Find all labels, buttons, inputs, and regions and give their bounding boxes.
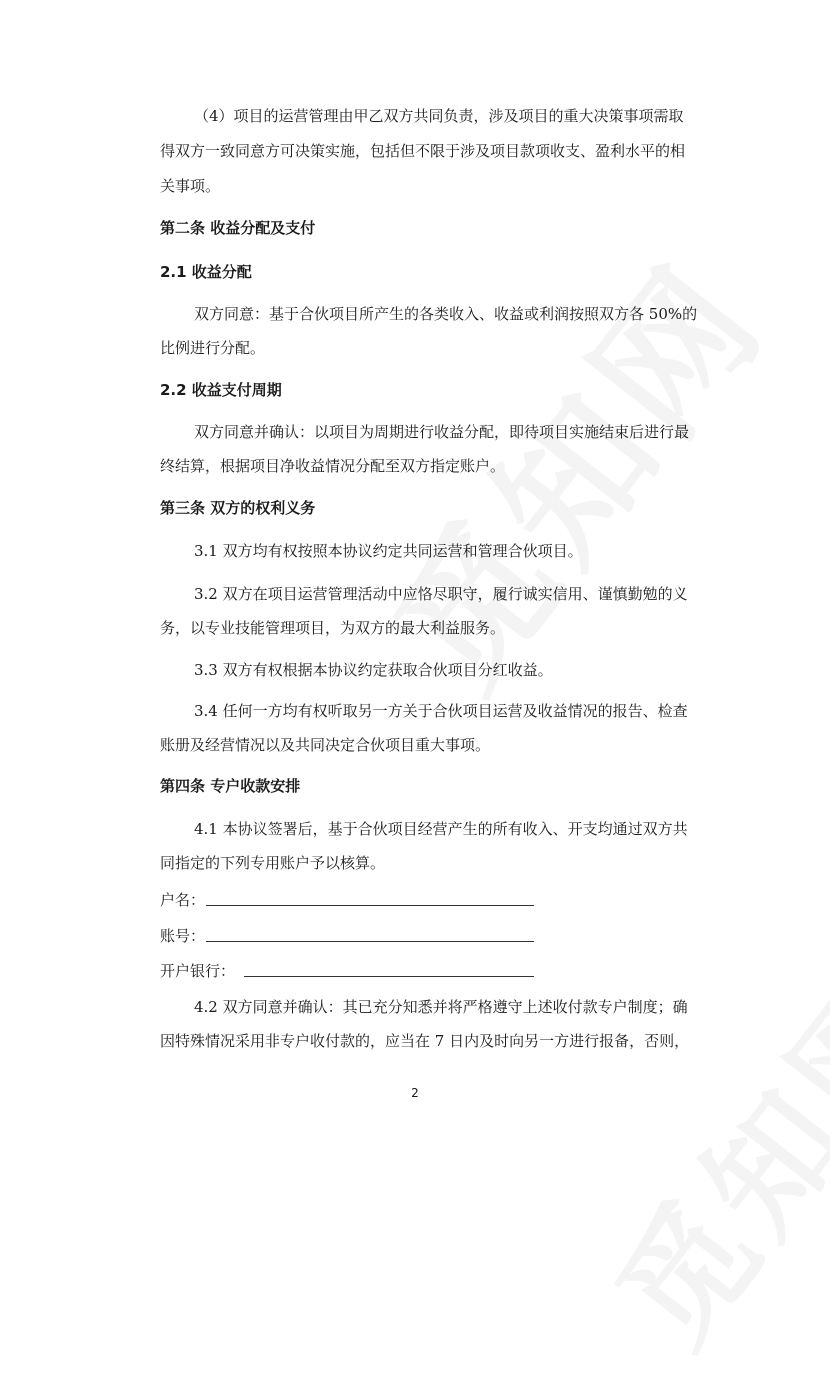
paragraph-line: 务，以专业技能管理项目，为双方的最大利益服务。: [160, 619, 506, 637]
account-name-field[interactable]: [206, 905, 534, 906]
paragraph-line: 得双方一致同意方可决策实施，包括但不限于涉及项目款项收支、盈利水平的相: [160, 142, 686, 160]
paragraph-line: 比例进行分配。: [160, 339, 266, 357]
subsection-heading: 2.2 收益支付周期: [160, 381, 282, 399]
account-number-field[interactable]: [206, 941, 534, 942]
paragraph-line: 关事项。: [160, 177, 221, 195]
paragraph-line: 3.3 双方有权根据本协议约定获取合伙项目分红收益。: [194, 661, 553, 679]
bank-label: 开户银行：: [160, 962, 236, 980]
section-heading: 第四条 专户收款安排: [160, 777, 301, 795]
bank-field[interactable]: [244, 976, 534, 977]
paragraph-line: 终结算，根据项目净收益情况分配至双方指定账户。: [160, 457, 506, 475]
section-heading: 第二条 收益分配及支付: [160, 219, 316, 237]
paragraph-line: 4.1 本协议签署后，基于合伙项目经营产生的所有收入、开支均通过双方共: [194, 820, 688, 838]
paragraph-line: 因特殊情况采用非专户收付款的，应当在 7 日内及时向另一方进行报备，否则，: [160, 1032, 690, 1050]
paragraph-line: 双方同意并确认：以项目为周期进行收益分配，即待项目实施结束后进行最: [194, 423, 690, 441]
paragraph-line: 3.1 双方均有权按照本协议约定共同运营和管理合伙项目。: [194, 542, 583, 560]
paragraph-line: 双方同意：基于合伙项目所产生的各类收入、收益或利润按照双方各 50%的: [194, 305, 698, 323]
account-number-label: 账号：: [160, 927, 206, 945]
account-name-label: 户名：: [160, 891, 206, 909]
paragraph-line: 3.4 任何一方均有权听取另一方关于合伙项目运营及收益情况的报告、检查: [194, 702, 688, 720]
paragraph-line: 账册及经营情况以及共同决定合伙项目重大事项。: [160, 736, 491, 754]
paragraph-line: 3.2 双方在项目运营管理活动中应恪尽职守，履行诚实信用、谨慎勤勉的义: [194, 585, 688, 603]
section-heading: 第三条 双方的权利义务: [160, 499, 316, 517]
paragraph-line: （4）项目的运营管理由甲乙双方共同负责，涉及项目的重大决策事项需取: [194, 107, 684, 125]
paragraph-line: 4.2 双方同意并确认：其已充分知悉并将严格遵守上述收付款专户制度；确: [194, 998, 688, 1016]
subsection-heading: 2.1 收益分配: [160, 263, 252, 281]
page-number: 2: [411, 1086, 419, 1100]
paragraph-line: 同指定的下列专用账户予以核算。: [160, 854, 386, 872]
